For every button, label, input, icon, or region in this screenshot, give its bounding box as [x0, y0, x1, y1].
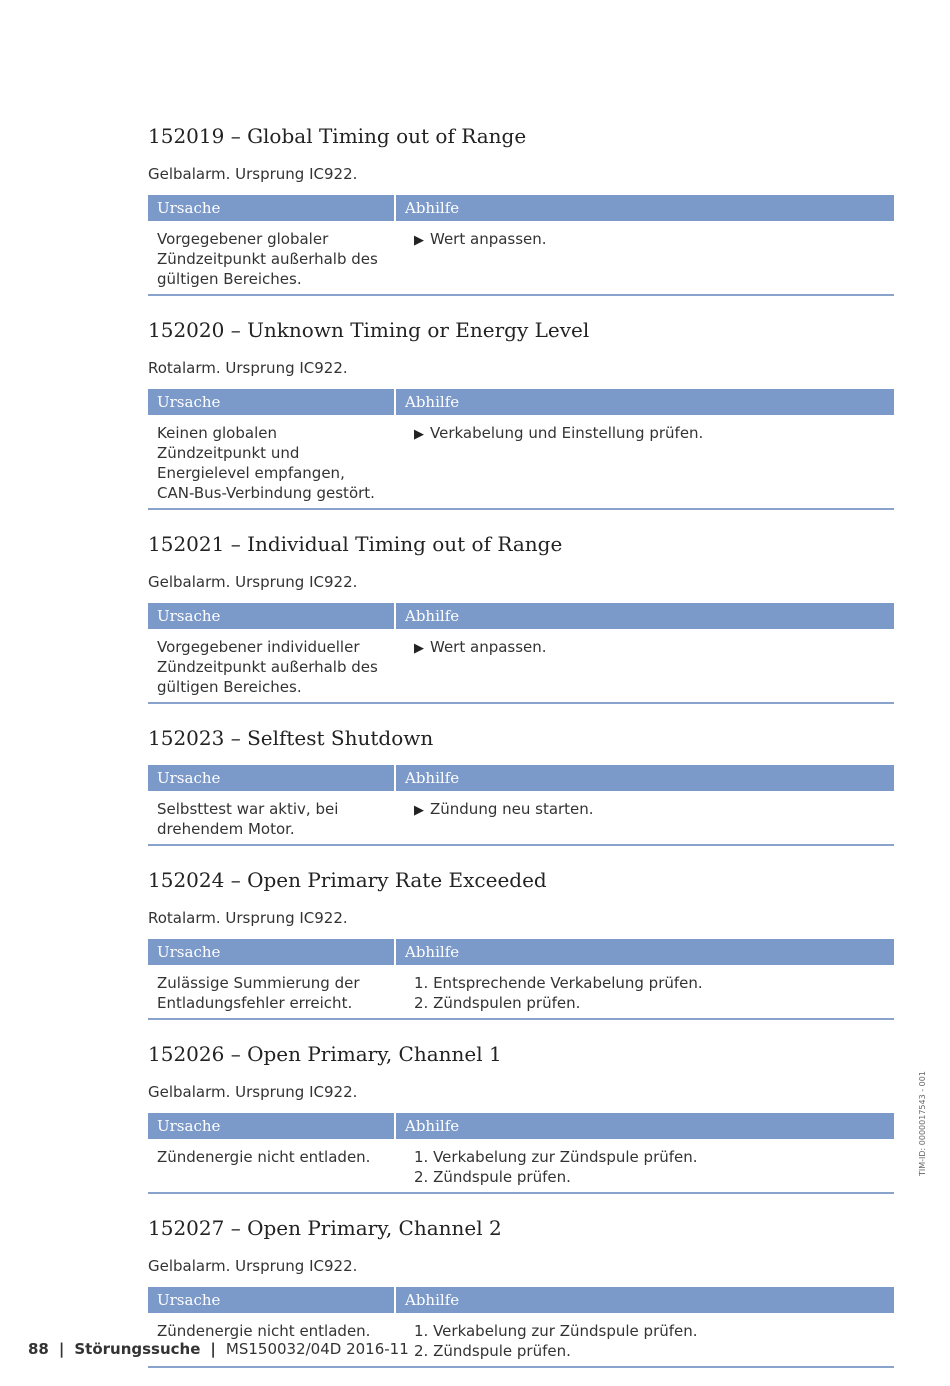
section-subtitle: Rotalarm. Ursprung IC922.: [148, 909, 348, 927]
remedy-cell: [395, 221, 894, 295]
fault-table: [148, 603, 894, 704]
cause-header: Ursache: [148, 1287, 395, 1313]
remedy-text: Verkabelung und Einstellung prüfen.: [430, 424, 704, 442]
table-row: [148, 791, 894, 845]
page-footer: [28, 1340, 409, 1358]
arrow-right-icon: ▶: [414, 641, 424, 656]
remedy-text: Wert anpassen.: [430, 638, 547, 656]
section-subtitle: Gelbalarm. Ursprung IC922.: [148, 165, 358, 183]
section-title: 152027 – Open Primary, Channel 2: [148, 1216, 502, 1240]
cause-header: Ursache: [148, 389, 395, 415]
cause-header: Ursache: [148, 603, 395, 629]
cause-cell: Keinen globalen Zündzeitpunkt und Energielevel empfangen, CAN-Bus-Verbindung gestört.: [148, 415, 395, 509]
remedy-header: Abhilfe: [395, 389, 894, 415]
remedy-steps: [414, 973, 885, 1013]
footer-separator: |: [58, 1340, 65, 1358]
section-subtitle: Gelbalarm. Ursprung IC922.: [148, 573, 358, 591]
remedy-step: 2. Zündspulen prüfen.: [414, 994, 581, 1012]
arrow-right-icon: ▶: [414, 803, 424, 818]
remedy-steps: [414, 1147, 885, 1187]
section-title: 152019 – Global Timing out of Range: [148, 124, 527, 148]
remedy-cell: [395, 1139, 894, 1193]
remedy-step: 2. Zündspule prüfen.: [414, 1168, 571, 1186]
remedy-step: 1. Verkabelung zur Zündspule prüfen.: [414, 1322, 698, 1340]
fault-section: [148, 314, 894, 510]
remedy-header: Abhilfe: [395, 1287, 894, 1313]
cause-header: Ursache: [148, 939, 395, 965]
table-row: [148, 965, 894, 1019]
remedy-step: 2. Zündspule prüfen.: [414, 1342, 571, 1360]
cause-header: Ursache: [148, 1113, 395, 1139]
remedy-cell: [395, 965, 894, 1019]
remedy-cell: [395, 791, 894, 845]
section-subtitle: Rotalarm. Ursprung IC922.: [148, 359, 348, 377]
section-title: 152026 – Open Primary, Channel 1: [148, 1042, 502, 1066]
fault-section: [148, 722, 894, 846]
table-row: [148, 415, 894, 509]
section-title: 152023 – Selftest Shutdown: [148, 726, 434, 750]
arrow-right-icon: ▶: [414, 233, 424, 248]
cause-cell: Zulässige Summierung der Entladungsfehler erreicht.: [148, 965, 395, 1019]
remedy-text: Wert anpassen.: [430, 230, 547, 248]
fault-table: [148, 939, 894, 1020]
remedy-step: 1. Entsprechende Verkabelung prüfen.: [414, 974, 703, 992]
cause-cell: Vorgegebener globaler Zündzeitpunkt außerhalb des gültigen Bereiches.: [148, 221, 395, 295]
table-row: [148, 221, 894, 295]
cause-header: Ursache: [148, 765, 395, 791]
footer-separator: |: [210, 1340, 216, 1358]
fault-table: [148, 765, 894, 846]
remedy-cell: [395, 415, 894, 509]
page-content: [148, 120, 894, 1386]
arrow-right-icon: ▶: [414, 427, 424, 442]
fault-section: [148, 864, 894, 1020]
fault-table: [148, 1113, 894, 1194]
fault-table: [148, 195, 894, 296]
fault-table: [148, 389, 894, 510]
cause-cell: Vorgegebener individueller Zündzeitpunkt außerhalb des gültigen Bereiches.: [148, 629, 395, 703]
remedy-header: Abhilfe: [395, 1113, 894, 1139]
remedy-header: Abhilfe: [395, 765, 894, 791]
tim-id: TIM-ID: 0000017543 - 001: [918, 1071, 927, 1176]
remedy-header: Abhilfe: [395, 195, 894, 221]
fault-section: [148, 528, 894, 704]
document-id: MS150032/04D 2016-11: [225, 1340, 409, 1358]
section-title: 152021 – Individual Timing out of Range: [148, 532, 563, 556]
remedy-steps: [414, 1321, 885, 1361]
cause-cell: Zündenergie nicht entladen.: [148, 1139, 395, 1193]
fault-section: [148, 120, 894, 296]
cause-header: Ursache: [148, 195, 395, 221]
section-subtitle: Gelbalarm. Ursprung IC922.: [148, 1257, 358, 1275]
remedy-header: Abhilfe: [395, 939, 894, 965]
cause-cell: Selbsttest war aktiv, bei drehendem Motor.: [148, 791, 395, 845]
remedy-text: Zündung neu starten.: [430, 800, 594, 818]
page-number: 88: [28, 1340, 49, 1358]
section-title: 152020 – Unknown Timing or Energy Level: [148, 318, 590, 342]
remedy-cell: [395, 629, 894, 703]
remedy-header: Abhilfe: [395, 603, 894, 629]
remedy-step: 1. Verkabelung zur Zündspule prüfen.: [414, 1148, 698, 1166]
fault-section: [148, 1038, 894, 1194]
table-row: [148, 629, 894, 703]
table-row: [148, 1139, 894, 1193]
remedy-cell: [395, 1313, 894, 1367]
section-title: 152024 – Open Primary Rate Exceeded: [148, 868, 547, 892]
section-subtitle: Gelbalarm. Ursprung IC922.: [148, 1083, 358, 1101]
chapter-name: Störungssuche: [74, 1340, 201, 1358]
cause-cell: Zündenergie nicht entladen.: [148, 1313, 395, 1367]
